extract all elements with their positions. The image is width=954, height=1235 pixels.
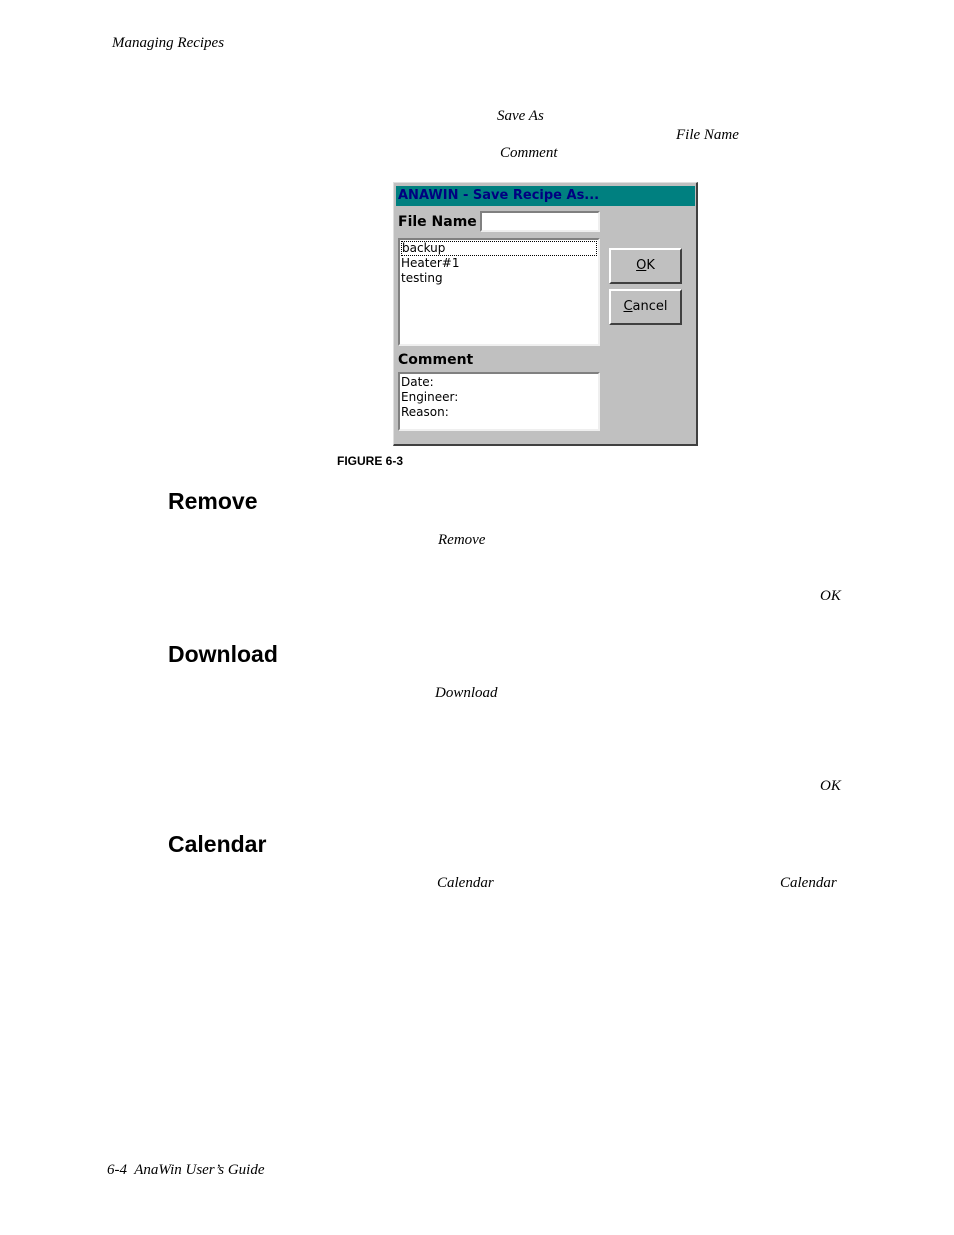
save-recipe-dialog [393,182,698,446]
term-ok-remove: OK [820,588,841,604]
figure-caption: FIGURE 6-3 [337,454,404,468]
ok-button[interactable] [609,248,682,284]
list-item[interactable]: Heater#1 [401,256,460,270]
list-item[interactable]: backup [401,241,597,256]
term-calendar-1: Calendar [437,875,494,891]
comment-line: Engineer: [401,390,459,404]
file-name-label: File Name [398,214,477,230]
dialog-title: ANAWIN - Save Recipe As... [396,186,695,206]
term-download: Download [435,685,498,701]
heading-calendar: Calendar [168,831,267,857]
term-calendar-2: Calendar [780,875,837,891]
cancel-button[interactable] [609,289,682,325]
term-save-as: Save As [497,108,544,124]
term-file-name: File Name [676,127,739,143]
term-ok-download: OK [820,778,841,794]
comment-field[interactable] [398,372,600,431]
comment-line: Date: [401,375,434,389]
heading-remove: Remove [168,488,258,514]
running-header: Managing Recipes [112,35,225,51]
term-comment: Comment [500,145,558,161]
cancel-label-rest: ancel [632,299,668,314]
guide-title: AnaWin User’s Guide [134,1162,265,1178]
comment-line: Reason: [401,405,449,419]
term-remove: Remove [438,532,486,548]
page-footer [107,1162,265,1179]
recipe-file-list[interactable] [398,238,600,346]
heading-download: Download [168,641,278,667]
file-name-input[interactable] [480,211,600,232]
list-item[interactable]: testing [401,271,443,285]
ok-label-rest: K [646,258,655,273]
comment-label: Comment [398,352,474,368]
ok-accelerator: O [636,258,647,273]
cancel-accelerator: C [623,299,633,314]
page-number: 6-4 [107,1162,127,1178]
